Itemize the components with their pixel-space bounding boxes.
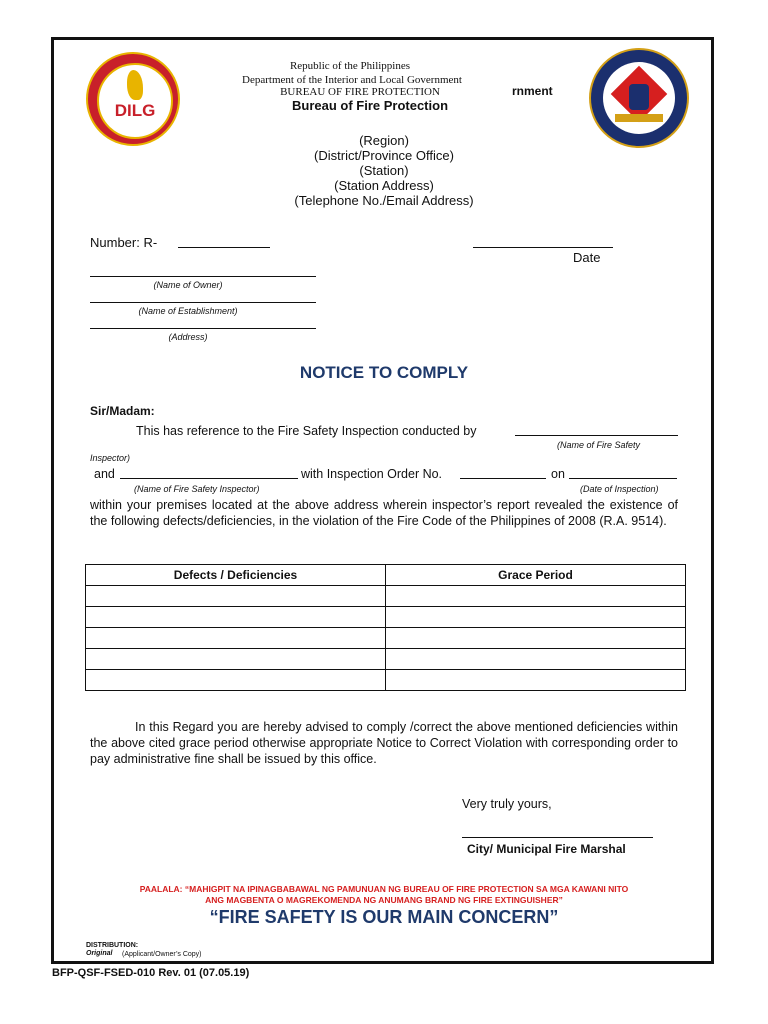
defects-table	[85, 564, 686, 691]
address-caption: (Address)	[168, 332, 208, 342]
date-of-inspection-caption: (Date of Inspection)	[580, 484, 659, 494]
on-text: on	[551, 467, 565, 481]
header-bfp-caps: BUREAU OF FIRE PROTECTION	[280, 86, 440, 98]
station-label: (Station)	[359, 163, 409, 178]
defects-header: Defects / Deficiencies	[86, 565, 386, 586]
signatory-title: City/ Municipal Fire Marshal	[467, 842, 626, 856]
defect-cell[interactable]	[86, 607, 386, 628]
number-field-line[interactable]	[178, 247, 270, 248]
region-label: (Region)	[359, 133, 409, 148]
inspector-caption-right: (Name of Fire Safety	[557, 440, 641, 450]
reminder-line-2: ANG MAGBENTA O MAGREKOMENDA NG ANUMANG BRAND NG FIRE EXTINGUISHER”	[205, 895, 563, 905]
header-department: Department of the Interior and Local Government	[242, 74, 462, 86]
table-row	[86, 670, 686, 691]
station-address-label: (Station Address)	[334, 178, 434, 193]
defect-cell[interactable]	[86, 586, 386, 607]
motto: “FIRE SAFETY IS OUR MAIN CONCERN”	[209, 907, 559, 927]
grace-cell[interactable]	[386, 607, 686, 628]
date-field-line[interactable]	[473, 247, 613, 248]
table-row	[86, 586, 686, 607]
second-inspector-field-line[interactable]	[120, 478, 298, 479]
table-row	[86, 628, 686, 649]
grace-cell[interactable]	[386, 628, 686, 649]
body-paragraph-2: In this Regard you are hereby advised to comply /correct the above mentioned deficiencies within the above cited grace period otherwise appropriate Notice to Correct Violation with corresponding order to pay administrative fine shall be issued by this office.	[90, 720, 678, 766]
grace-period-header: Grace Period	[386, 565, 686, 586]
header-republic: Republic of the Philippines	[289, 60, 411, 72]
bfp-logo	[589, 48, 689, 148]
owner-caption: (Name of Owner)	[153, 280, 223, 290]
distribution-label: DISTRIBUTION:	[86, 942, 139, 949]
number-label: Number: R-	[90, 235, 158, 250]
grace-cell[interactable]	[386, 670, 686, 691]
reminder-line-1: PAALALA: “MAHIGPIT NA IPINAGBABAWAL NG PAMUNUAN NG BUREAU OF FIRE PROTECTION SA MGA KAWANI NITO	[139, 884, 629, 894]
header-bfp: Bureau of Fire Protection	[291, 98, 449, 113]
defect-cell[interactable]	[86, 649, 386, 670]
header-overflow-text: rnment	[512, 84, 553, 98]
dilg-logo	[86, 52, 180, 146]
distribution-original: Original	[86, 950, 113, 957]
form-code: BFP-QSF-FSED-010 Rev. 01 (07.05.19)	[52, 967, 250, 979]
table-row	[86, 649, 686, 670]
establishment-field-line[interactable]	[90, 302, 316, 303]
inspection-date-field-line[interactable]	[569, 478, 677, 479]
inspector-field-line[interactable]	[515, 435, 678, 436]
signature-line[interactable]	[462, 837, 653, 838]
defect-cell[interactable]	[86, 628, 386, 649]
inspection-order-field-line[interactable]	[460, 478, 546, 479]
distribution-note: (Applicant/Owner’s Copy)	[122, 951, 202, 958]
grace-cell[interactable]	[386, 586, 686, 607]
contact-label: (Telephone No./Email Address)	[294, 193, 474, 208]
reference-text: This has reference to the Fire Safety Inspection conducted by	[136, 424, 477, 438]
defect-cell[interactable]	[86, 670, 386, 691]
address-field-line[interactable]	[90, 328, 316, 329]
body-paragraph-1: within your premises located at the above address wherein inspector’s report revealed the existence of the following defects/deficiencies, in the violation of the Fire Code of the Philippines of 2008 (R.A. 9514).	[90, 498, 678, 528]
inspector-caption-mid: (Name of Fire Safety Inspector)	[134, 484, 260, 494]
date-label: Date	[573, 250, 601, 265]
table-row	[86, 607, 686, 628]
dilg-logo-text: DILG	[114, 101, 156, 120]
notice-title: NOTICE TO COMPLY	[299, 363, 469, 382]
salutation: Sir/Madam:	[90, 404, 155, 418]
closing-salutation: Very truly yours,	[462, 797, 552, 811]
inspection-order-text: with Inspection Order No.	[301, 467, 443, 481]
inspector-caption-cont: Inspector)	[90, 453, 131, 463]
and-text: and	[94, 467, 115, 481]
district-label: (District/Province Office)	[314, 148, 454, 163]
owner-field-line[interactable]	[90, 276, 316, 277]
establishment-caption: (Name of Establishment)	[138, 306, 238, 316]
grace-cell[interactable]	[386, 649, 686, 670]
